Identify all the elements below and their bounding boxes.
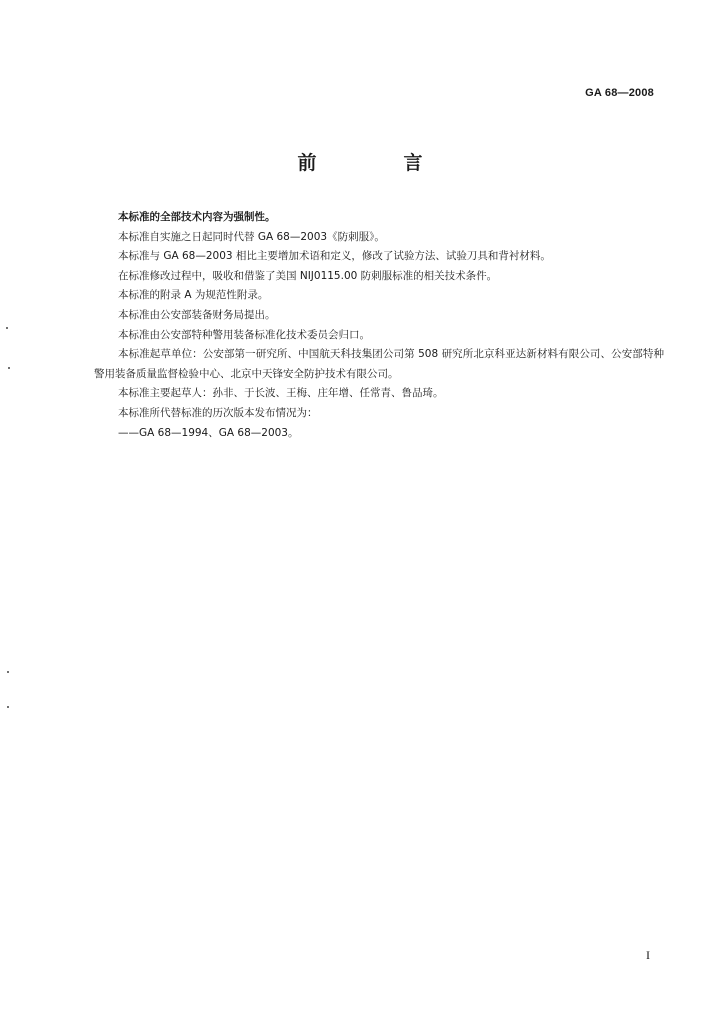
paragraph-reference: 在标准修改过程中，吸收和借鉴了美国 NIJ0115.00 防刺服标准的相关技术条件。: [118, 269, 498, 282]
paragraph-history-list: ——GA 68—1994、GA 68—2003。: [118, 426, 299, 439]
page-title: 前 言: [297, 152, 457, 174]
paragraph-annex: 本标准的附录 A 为规范性附录。: [118, 289, 269, 302]
page-number: I: [646, 948, 650, 962]
paragraph-replaces: 本标准自实施之日起同时代替 GA 68—2003《防刺服》。: [118, 230, 385, 243]
standard-code: GA 68—2008: [585, 87, 654, 99]
foreword-body: [94, 208, 664, 443]
scan-speck: [6, 327, 8, 329]
paragraph-centralized-by: 本标准由公安部特种警用装备标准化技术委员会归口。: [118, 328, 370, 341]
paragraph-drafters: 本标准主要起草人：孙非、于长波、王梅、庄年增、任常青、鲁品琦。: [118, 387, 444, 400]
scan-speck: [8, 367, 10, 369]
scan-speck: [7, 706, 9, 708]
paragraph-drafting-units: 本标准起草单位：公安部第一研究所、中国航天科技集团公司第 508 研究所北京科亚达新材料有限公司、公安部特种警用装备质量监督检验中心、北京中天锋安全防护技术有限公司。: [94, 348, 664, 380]
paragraph-changes: 本标准与 GA 68—2003 相比主要增加术语和定义，修改了试验方法、试验刀具和背衬材料。: [118, 250, 551, 263]
paragraph-history-intro: 本标准所代替标准的历次版本发布情况为：: [118, 406, 318, 419]
scan-speck: [7, 671, 9, 673]
paragraph-mandatory: 本标准的全部技术内容为强制性。: [118, 211, 276, 223]
paragraph-proposed-by: 本标准由公安部装备财务局提出。: [118, 308, 276, 321]
